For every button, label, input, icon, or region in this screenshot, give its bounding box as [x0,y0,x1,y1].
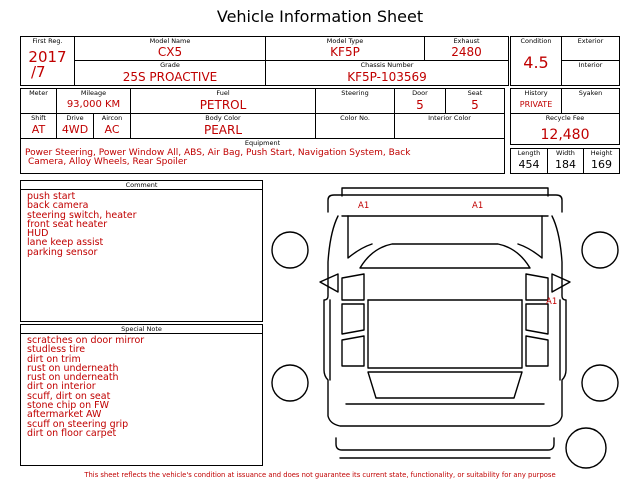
color-no-label: Color No. [340,114,370,122]
width-label: Width [556,149,575,157]
special-note-item: scuff on steering grip [27,418,129,430]
special-note-item: stone chip on FW [27,400,110,412]
interior-color-label: Interior Color [428,114,471,122]
door-label: Door [412,89,428,97]
chassis-label: Chassis Number [360,61,414,69]
chassis-value: KF5P-103569 [347,70,427,84]
comment-item: back camera [27,200,89,212]
condition-label: Condition [520,37,552,45]
height-label: Height [590,149,613,157]
grade-value: 25S PROACTIVE [122,70,218,84]
comment-item: HUD [27,228,49,240]
recycle-fee-label: Recycle Fee [545,114,585,122]
model-name-label: Model Name [149,37,191,45]
recycle-fee-value: 12,480 [540,127,590,143]
aircon-value: AC [104,123,120,136]
comment-item: push start [27,191,76,202]
drive-label: Drive [66,114,84,122]
first-reg-label: First Reg. [32,37,63,45]
comment-label: Comment [21,181,262,190]
model-type-label: Model Type [326,37,364,45]
special-note-label: Special Note [21,325,262,334]
exhaust-label: Exhaust [453,37,480,45]
seat-value: 5 [471,98,479,112]
comment-item: parking sensor [27,246,98,258]
special-note-item: studless tire [27,344,86,356]
disclaimer-text: This sheet reflects the vehicle's condition at issuance and does not guarantee its current state, functionality, or suitability for any purpose [84,471,556,479]
equipment-label: Equipment [244,139,281,147]
model-type-value: KF5P [330,45,360,59]
first-reg-year: 2017 [28,48,67,66]
damage-mark-side-right: A1 [546,297,558,307]
drive-value: 4WD [61,123,89,136]
first-reg-month: /7 [31,63,46,81]
mileage-value: 93,000 KM [66,99,121,110]
special-note-item: aftermarket AW [27,409,102,421]
meter-label: Meter [29,89,48,97]
equipment-line-2: Camera, Alloy Wheels, Rear Spoiler [28,157,188,167]
damage-mark-front-right: A1 [472,201,484,211]
length-label: Length [517,149,541,157]
body-color-value: PEARL [203,123,243,137]
exhaust-value: 2480 [451,45,482,59]
fuel-label: Fuel [216,89,230,97]
comment-item: lane keep assist [27,237,104,249]
exterior-label: Exterior [577,37,604,45]
equipment-line-1: Power Steering, Power Window All, ABS, Air Bag, Push Start, Navigation System, Back [25,148,411,158]
special-note-item: dirt on trim [27,353,81,365]
grade-label: Grade [160,61,180,69]
condition-value: 4.5 [523,53,549,72]
door-value: 5 [416,98,424,112]
special-note-item: rust on underneath [27,372,119,384]
sheet-title: Vehicle Information Sheet [216,7,424,26]
model-name-value: CX5 [157,45,183,59]
width-value: 184 [555,158,576,171]
length-value: 454 [518,158,540,171]
mileage-label: Mileage [80,89,107,97]
history-label: History [524,89,548,97]
special-note-item: scuff, dirt on seat [27,390,111,402]
damage-mark-front-left: A1 [358,201,370,211]
seat-label: Seat [467,89,483,97]
aircon-label: Aircon [101,114,123,122]
shift-value: AT [31,123,46,136]
syaken-label: Syaken [578,89,603,97]
comment-item: steering switch, heater [27,209,137,221]
special-note-item: dirt on interior [27,381,96,393]
special-note-item: rust on underneath [27,362,119,374]
special-note-item: dirt on floor carpet [27,427,117,439]
special-note-item: scratches on door mirror [27,335,145,346]
interior-label: Interior [578,61,603,69]
shift-label: Shift [31,114,46,122]
steering-label: Steering [341,89,369,97]
comment-item: front seat heater [27,218,108,230]
body-color-label: Body Color [205,114,241,122]
height-value: 169 [591,158,612,171]
fuel-value: PETROL [199,98,247,112]
history-value: PRIVATE [519,100,553,109]
